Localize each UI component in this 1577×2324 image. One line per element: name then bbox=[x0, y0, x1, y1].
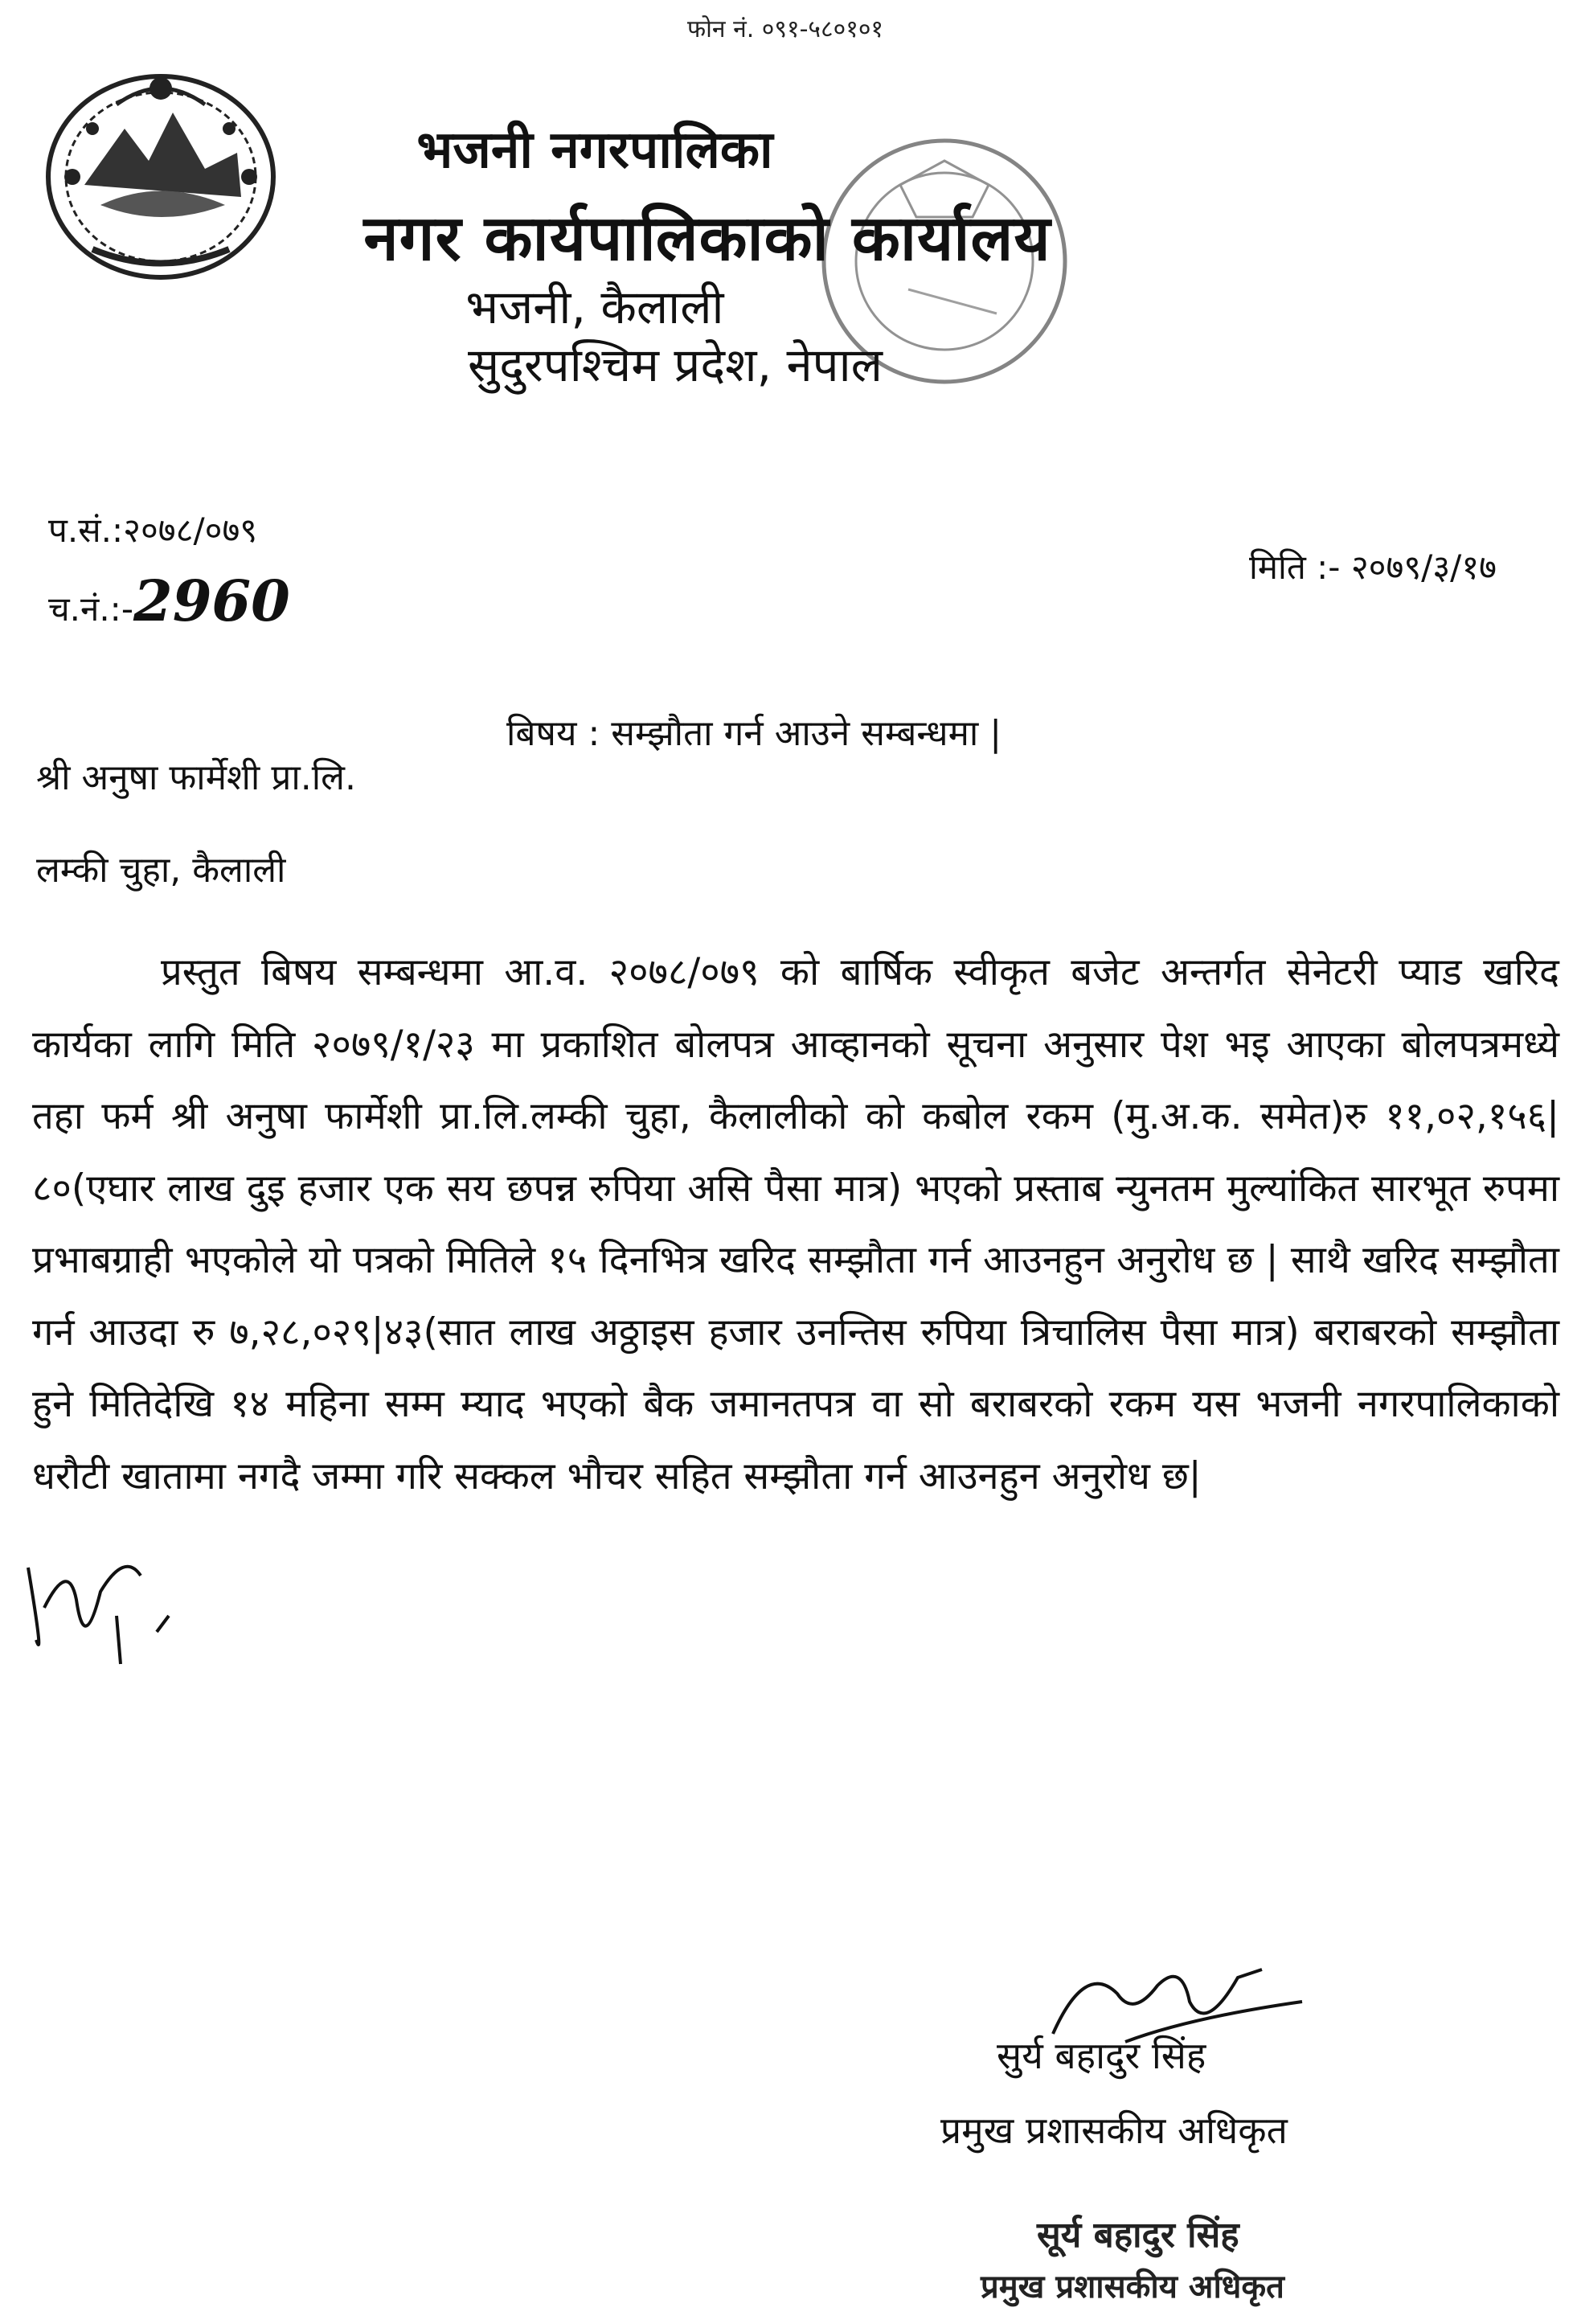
recipient-name: श्री अनुषा फार्मेशी प्रा.लि. bbox=[36, 757, 356, 798]
dispatch-value-handwritten: 2960 bbox=[133, 568, 290, 634]
dispatch-label: च.नं.:- bbox=[48, 589, 133, 629]
municipality-name: भजनी नगरपालिका bbox=[416, 121, 773, 180]
letter-body: प्रस्तुत बिषय सम्बन्धमा आ.व. २०७८/०७९ को बार्षिक स्वीकृत बजेट अन्तर्गत सेनेटरी प्याड खरिद कार्यका लागि मिति २०७९/१/२३ मा प्रकाशित बोलपत्र आव्हानको सूचना अनुसार पेश भइ आएका बोलपत्रमध्ये तहा फर्म श्री अनुषा फार्मेशी प्रा.लि.लम्की चुहा, कैलालीको को कबोल रकम (मु.अ.क. समेत)रु ११,०२,१५६|८०(एघार लाख दुइ हजार एक सय छपन्न रुपिया असि पैसा मात्र) भएको प्रस्ताब न्युनतम मुल्यांकित सारभूत रुपमा प्रभाबग्राही भएकोले यो पत्रको मितिले १५ दिनभित्र खरिद सम्झौता गर्न आउनहुन अनुरोध छ | साथै खरिद सम्झौता गर्न आउदा रु ७,२८,०२९|४३(सात लाख अठ्ठाइस हजार उनन्तिस रुपिया त्रिचालिस पैसा मात्र) बराबरको सम्झौता हुने मितिदेखि १४ महिना सम्म म्याद भएको बैक जमानतपत्र वा सो बराबरको रकम यस भजनी नगरपालिकाको धरौटी खातामा नगदै जम्मा गरि सक्कल भौचर सहित सम्झौता गर्न आउनहुन अनुरोध छ| bbox=[32, 950, 1559, 1498]
date-label: मिति :- bbox=[1248, 547, 1341, 587]
signatory-title: प्रमुख प्रशासकीय अधिकृत bbox=[940, 2109, 1288, 2152]
office-location: भजनी, कैलाली bbox=[465, 280, 724, 334]
signatory-name: सुर्य बहादुर सिंह bbox=[997, 2034, 1206, 2077]
province-name: सुदुरपश्चिम प्रदेश, नेपाल bbox=[468, 338, 883, 392]
letter-ref-number bbox=[48, 506, 257, 552]
recipient-address: लम्की चुहा, कैलाली bbox=[36, 850, 286, 891]
dispatch-number bbox=[48, 568, 290, 634]
ref-label: प.सं.: bbox=[48, 510, 124, 550]
letter-subject: बिषय : सम्झौता गर्न आउने सम्बन्धमा | bbox=[506, 713, 1002, 754]
date-value: २०७९/३/१७ bbox=[1350, 547, 1497, 587]
ref-value: २०७८/०७९ bbox=[123, 510, 258, 550]
letter-date bbox=[1249, 543, 1497, 589]
stamp-title: प्रमुख प्रशासकीय अधिकृत bbox=[981, 2269, 1284, 2306]
stamp-name: सूर्य बहादुर सिंह bbox=[1037, 2215, 1239, 2256]
initials-signature-icon bbox=[20, 1543, 197, 1672]
office-name: नगर कार्यपालिकाको कार्यालय bbox=[363, 203, 1051, 275]
phone-number: फोन नं. ०९१-५८०१०१ bbox=[687, 15, 884, 43]
